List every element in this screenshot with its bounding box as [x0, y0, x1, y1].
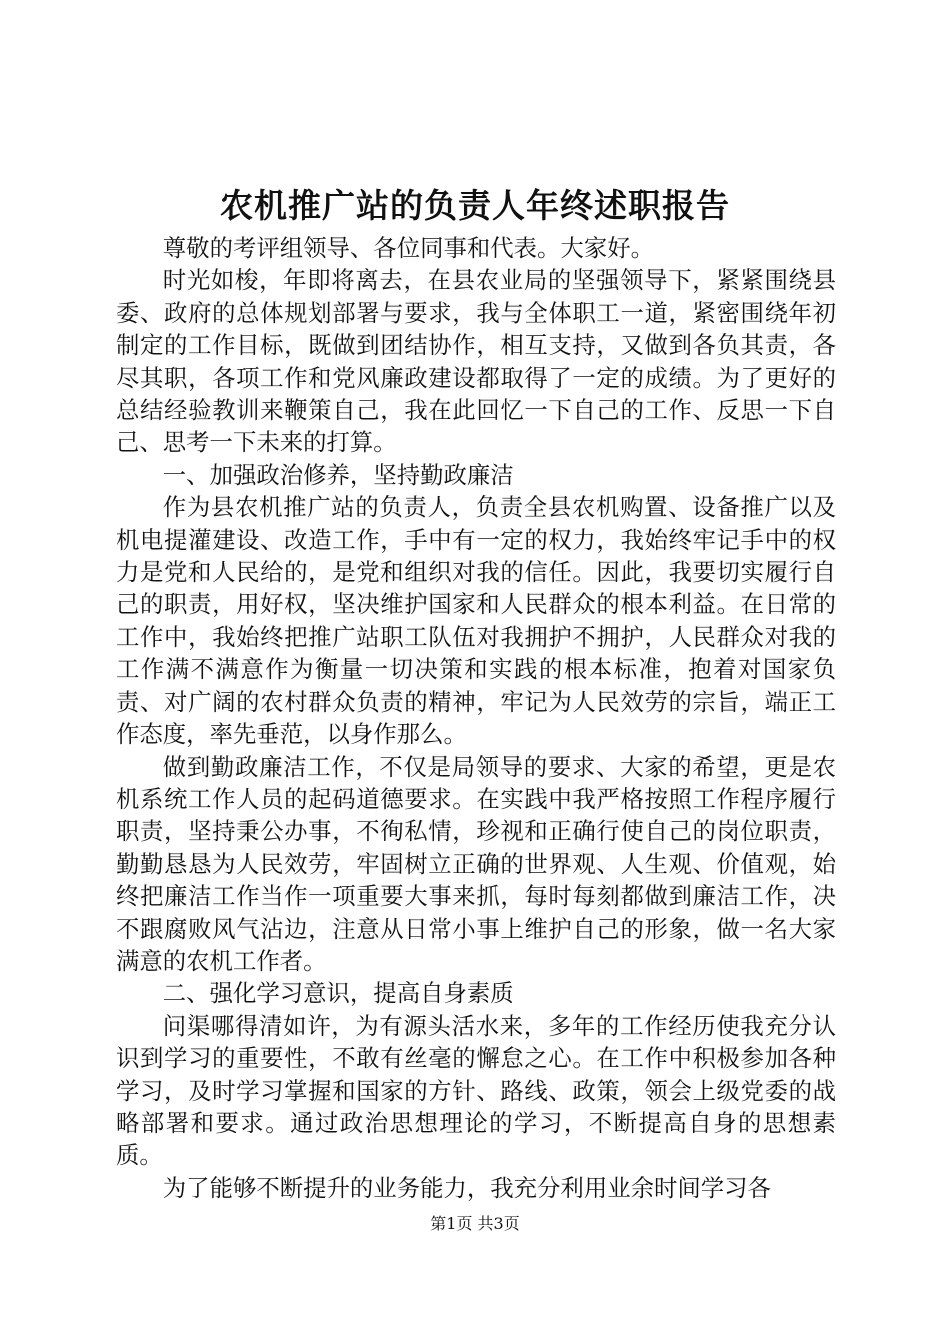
document-title: 农机推广站的负责人年终述职报告 — [220, 186, 730, 225]
paragraph-intro: 时光如梭，年即将离去，在县农业局的坚强领导下，紧紧围绕县委、政府的总体规划部署与要求，我与全体职工一道，紧密围绕年初制定的工作目标，既做到团结协作，相互支持，又做到各负其责，各尽其职，各项工作和党风廉政建设都取得了一定的成绩。为了更好的总结经验教训来鞭策自己，我在此回忆一下自己的工作、反思一下自己、思考一下未来的打算。 — [116, 266, 836, 457]
paragraph: 问渠哪得清如许，为有源头活水来，多年的工作经历使我充分认识到学习的重要性，不敢有丝毫的懈怠之心。在工作中积极参加各种学习，及时学习掌握和国家的方针、路线、政策，领会上级党委的战略部署和要求。通过政治思想理论的学习，不断提高自身的思想素质。 — [116, 1011, 836, 1170]
section-heading-1: 一、加强政治修养，坚持勤政廉洁 — [162, 460, 514, 489]
paragraph: 为了能够不断提升的业务能力，我充分利用业余时间学习各 — [162, 1173, 771, 1202]
paragraph-greeting: 尊敬的考评组领导、各位同事和代表。大家好。 — [162, 234, 654, 262]
page-number-footer: 第1页 共3页 — [430, 1214, 520, 1233]
section-heading-2: 二、强化学习意识，提高自身素质 — [162, 979, 514, 1008]
paragraph: 做到勤政廉洁工作，不仅是局领导的要求、大家的希望，更是农机系统工作人员的起码道德要求。在实践中我严格按照工作程序履行职责，坚持秉公办事，不徇私情，珍视和正确行使自己的岗位职责，勤勤恳恳为人民效劳，牢固树立正确的世界观、人生观、价值观，始终把廉洁工作当作一项重要大事来抓，每时每刻都做到廉洁工作，决不跟腐败风气沾边，注意从日常小事上维护自己的形象，做一名大家满意的农机工作者。 — [116, 752, 836, 975]
paragraph: 作为县农机推广站的负责人，负责全县农机购置、设备推广以及机电提灌建设、改造工作，手中有一定的权力，我始终牢记手中的权力是党和人民给的，是党和组织对我的信任。因此，我要切实履行自己的职责，用好权，坚决维护国家和人民群众的根本利益。在日常的工作中，我始终把推广站职工队伍对我拥护不拥护，人民群众对我的工作满不满意作为衡量一切决策和实践的根本标准，抱着对国家负责、对广阔的农村群众负责的精神，牢记为人民效劳的宗旨，端正工作态度，率先垂范，以身作那么。 — [116, 493, 836, 749]
document-body — [116, 232, 836, 1204]
